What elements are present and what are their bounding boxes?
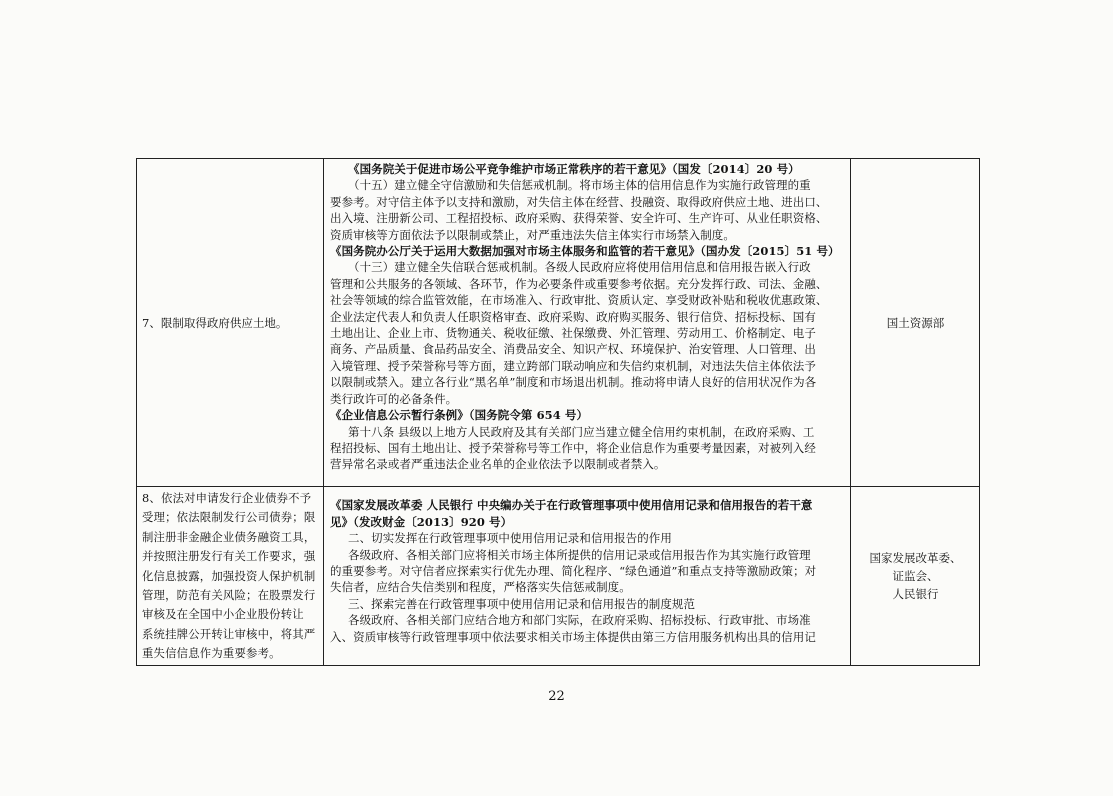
agency-text [851,547,979,604]
basis-line: （十三）建立健全失信联合惩戒机制。各级人民政府应将使用信用信息和信用报告嵌入行政 [348,260,811,275]
document-citation: 《企业信息公示暂行条例》（国务院令第 654 号） [330,408,589,423]
measure-cell [137,487,324,666]
basis-line: 营异常名录或者严重违法企业名单的企业依法予以限制或者禁入。 [330,457,666,472]
basis-line: 企业法定代表人和负责人任职资格审查、政府采购、政府购买服务、银行信贷、招标投标、国有 [330,309,816,324]
basis-line: 土地出让、企业上市、货物通关、税收征缴、社保缴费、外汇管理、劳动用工、价格制定、电子 [330,326,816,341]
basis-line: 以限制或禁入。建立各行业“黑名单”制度和市场退出机制。推动将申请人良好的信用状况作为各 [330,375,817,390]
agency-cell [851,159,980,487]
measure-line: 8、依法对申请发行企业债券不予 [142,491,312,505]
basis-line: 商务、产品质量、食品药品安全、消费品安全、知识产权、环境保护、治安管理、人口管理、出 [330,342,816,357]
measure-cell [137,159,324,487]
document-citation: 见》（发改财金〔2013〕920 号） [330,514,513,529]
measure-line: 化信息披露，加强投资人保护机制 [142,568,316,583]
basis-line: 各级政府、各相关部门应结合地方和部门实际，在政府采购、招标投标、行政审批、市场准 [348,613,811,628]
basis-line: 的重要参考。对守信者应探索实行优先办理、简化程序、“绿色通道”和重点支持等激励政策；对 [330,563,817,578]
measure-line: 系统挂牌公开转让审核中，将其严 [142,626,316,641]
document-citation: 《国家发展改革委 人民银行 中央编办关于在行政管理事项中使用信用记录和信用报告的若干意 [330,498,813,513]
measure-line: 管理，防范有关风险；在股票发行 [142,588,316,603]
agency-line: 国土资源部 [886,316,945,330]
basis-line: 第十八条 县级以上地方人民政府及其有关部门应当建立健全信用约束机制，在政府采购、工 [348,424,815,439]
table-row [137,159,980,487]
measure-line: 审核及在全国中小企业股份转让 [142,607,304,622]
agency-line: 证监会、 [892,569,939,584]
document-citation: 《国务院关于促进市场公平竞争维护市场正常秩序的若干意见》（国发〔2014〕20 号） [348,162,800,176]
agency-line: 人民银行 [892,587,939,602]
measure-line: 受理；依法限制发行公司债券；限 [142,510,316,525]
basis-line: 出入境、注册新公司、工程招投标、政府采购、获得荣誉、安全许可、生产许可、从业任职资格、 [330,211,828,226]
agency-text [851,312,979,333]
page-number: 22 [548,689,565,704]
basis-line: 入、资质审核等行政管理事项中依法要求相关市场主体提供由第三方信用服务机构出具的信用记 [330,629,816,644]
basis-text [324,159,850,486]
agency-cell [851,487,980,666]
measure-text [137,487,323,665]
basis-line: （十五）建立健全守信激励和失信惩戒机制。将市场主体的信用信息作为实施行政管理的重 [348,178,811,193]
basis-cell [324,159,851,487]
basis-line: 要参考。对守信主体予以支持和激励，对失信主体在经营、投融资、取得政府供应土地、进出口、 [330,194,828,209]
basis-line: 类行政许可的必备条件。 [330,391,458,406]
basis-line: 社会等领域的综合监管效能，在市场准入、行政审批、资质认定、享受财政补贴和税收优惠政策、 [330,293,828,308]
table-row [137,487,980,666]
basis-line: 各级政府、各相关部门应将相关市场主体所提供的信用记录或信用报告作为其实施行政管理 [348,547,811,562]
measures-table [136,158,980,666]
basis-line: 入境管理、授予荣誉称号等方面，建立跨部门联动响应和失信约束机制，对违法失信主体依法予 [330,358,816,373]
document-citation: 《国务院办公厅关于运用大数据加强对市场主体服务和监管的若干意见》（国办发〔2015〕51 号） [330,244,840,259]
basis-text [324,495,850,656]
measure-line: 并按照注册发行有关工作要求，强 [142,549,316,564]
basis-line: 失信者，应结合失信类别和程度，严格落实失信惩戒制度。 [330,580,631,595]
basis-line: 管理和公共服务的各领域、各环节，作为必要条件或重要参考依据。充分发挥行政、司法、金融、 [330,276,828,291]
basis-line: 资质审核等方面依法予以限制或禁止，对严重违法失信主体实行市场禁入制度。 [330,227,735,242]
basis-cell [324,487,851,666]
measure-line: 重失信信息作为重要参考。 [142,646,281,661]
basis-line: 程招投标、国有土地出让、授予荣誉称号等工作中，将企业信息作为重要考量因素，对被列入经 [330,440,816,455]
measure-line: 制注册非金融企业债务融资工具， [142,529,316,544]
measure-text: 7、限制取得政府供应土地。 [142,315,288,330]
agency-line: 国家发展改革委、 [869,551,962,566]
basis-line: 二、切实发挥在行政管理事项中使用信用记录和信用报告的作用 [348,531,672,546]
basis-line: 三、探索完善在行政管理事项中使用信用记录和信用报告的制度规范 [348,596,696,611]
